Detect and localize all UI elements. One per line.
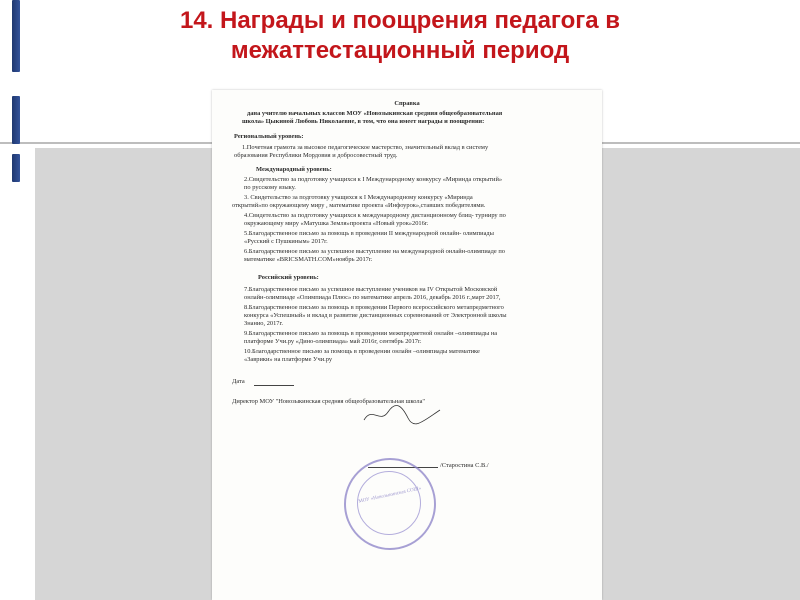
list-item: 3. Свидетельство за подготовку учащихся к I Международному конкурсу «Миринда [244,194,473,201]
list-item: образования Республики Мордовия и добросовестный труд. [234,152,398,159]
list-item: математике «BRICSMATH.COM»ноябрь 2017г. [244,256,373,263]
section-russian: Российский уровень: [258,274,319,281]
signature-name: /Старостина С.В./ [440,462,489,469]
decorative-sidebar [0,0,30,600]
slide-title-line1: 14. Награды и поощрения педагога в [179,7,621,34]
slide-title [60,6,740,66]
official-stamp [344,458,436,550]
slide-title-line2: межаттестационный период [230,37,570,64]
director-line: Директор МОУ "Новозыкинская средняя общеобразовательная школа" [232,398,426,405]
scanned-certificate [212,90,602,600]
doc-intro: дана учителю начальных классов МОУ «Новозыкинская средняя общеобразовательная [247,110,503,117]
list-item: конкурса «Успешный» и вклад в развитие дистанционных соревнований от Электронной школы [244,312,507,319]
section-regional: Региональный уровень: [234,133,304,140]
list-item: открытий»по окружающему миру , математике проекта «Инфоурок»,ставших победителями. [232,202,486,209]
section-international: Международный уровень: [256,166,332,173]
list-item: 4.Свидетельство за подготовку учащихся к международному дистанционному блиц- турниру по [244,212,506,219]
list-item: «Заврики» на платформе Учи.ру [244,356,333,363]
doc-intro: школа» Цыкиной Любовь Николаевне, в том, что она имеет награды и поощрения: [242,118,485,125]
sidebar-bar [12,0,20,72]
list-item: 6.Благодарственное письмо за успешное выступление на международной онлайн-олимпиаде по [244,248,505,255]
signature-scribble [362,402,442,428]
list-item: 9.Благодарственное письмо за помощь в проведении межпредметной онлайн –олимпиады на [244,330,498,337]
doc-heading: Справка [394,100,420,107]
list-item: онлайн-олимпиаде «Олимпиада Плюс» по математике апрель 2016, декабрь 2016 г.,март 2017, [244,294,501,301]
list-item: 2.Свидетельство за подготовку учащихся к I Международному конкурсу «Миринда открытий» [244,176,503,183]
list-item: 10.Благодарственное письмо за помощь в проведении онлайн –олимпиады математике [244,348,480,355]
stamp-text: МОУ «Новозыкинская СОШ» [358,486,422,505]
date-line [254,385,294,386]
list-item: Знанио, 2017г. [244,320,283,327]
list-item: платформе Учи.ру «Дино-олимпиада» май 2016г, сентябрь 2017г. [244,338,422,345]
list-item: «Русский с Пушкиным» 2017г. [244,238,328,245]
list-item: по русскому языку. [244,184,296,191]
date-label: Дата [232,378,245,385]
sidebar-bar [12,154,20,182]
list-item: 8.Благодарственное письмо за помощь в проведении Первого всероссийского метапредметного [244,304,504,311]
list-item: 7.Благодарственное письмо за успешное выступление учеников на IV Открытой Московской [244,286,498,293]
list-item: 1.Почетная грамота за высокое педагогическое мастерство, значительный вклад в систему [242,144,489,151]
sidebar-bar [12,96,20,144]
list-item: 5.Благодарственное письмо за помощь в проведении II международной онлайн- олимпиады [244,230,494,237]
list-item: окружающему миру «Матушка Земля»проекта «Новый урок»2016г. [244,220,429,227]
